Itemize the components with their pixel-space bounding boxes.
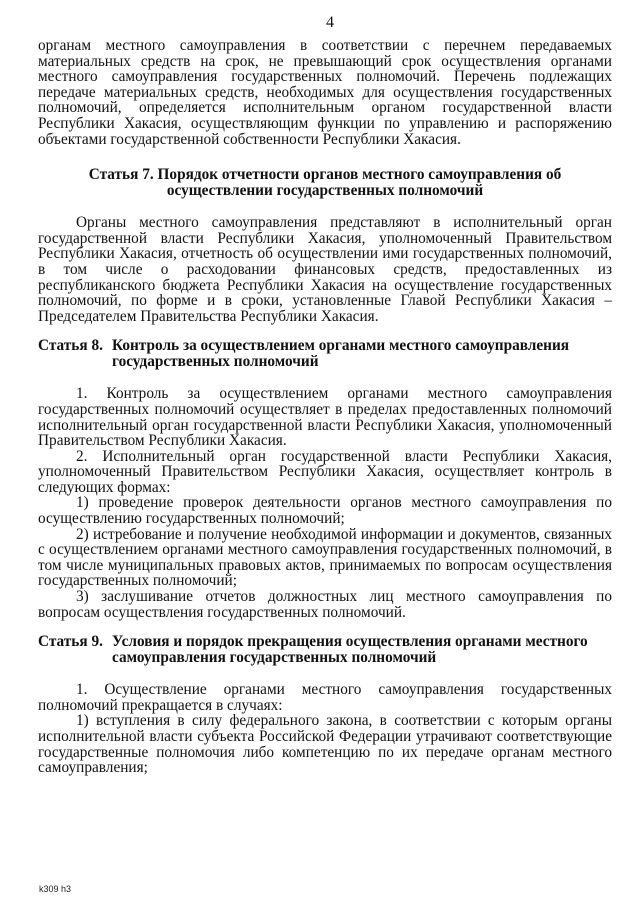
- page-number: 4: [326, 14, 334, 31]
- article-7-title: Порядок отчетности органов местного самоуправления об осуществлении государственных полномочий: [157, 166, 562, 200]
- article-9-title: Условия и порядок прекращения осуществления органами местного самоуправления государственных полномочий: [112, 633, 588, 667]
- article-7-heading: [38, 167, 612, 199]
- article-7-number: Статья 7.: [88, 166, 154, 184]
- article-7-paragraph: Органы местного самоуправления представляют в исполнительный орган государственной власти Республики Хакасия, уполномоченный Правительством Республики Хакасия, отчетность об осуществлении ими государственных полномочий, в том числе о расходовании финансовых средств, предоставленных из республиканского бюджета Республики Хакасия на осуществление государственных полномочий, по форме и в сроки, установленные Главой Республики Хакасия – Председателем Правительства Республики Хакасия.: [38, 214, 612, 325]
- article-9-number: Статья 9.: [38, 633, 103, 651]
- article-8-title: Контроль за осуществлением органами местного самоуправления государственных полномочий: [112, 337, 570, 371]
- document-page: [38, 14, 612, 776]
- article-9-paragraph: 1. Осуществление органами местного самоуправления государственных полномочий прекращается в случаях:: [38, 681, 612, 714]
- article-8-paragraph: 1. Контроль за осуществлением органами местного самоуправления государственных полномочий осуществляет в пределах предоставленных полномочий исполнительный орган государственной власти Республики Хакасия, уполномоченный Правительством Республики Хакасия.: [38, 385, 612, 450]
- article-9-heading: [38, 634, 612, 666]
- article-8-paragraph: 3) заслушивание отчетов должностных лиц местного самоуправления по вопросам осуществления государственных полномочий.: [38, 588, 612, 621]
- footer-document-code: k309 h3: [39, 884, 72, 894]
- article-8-paragraph: 2) истребование и получение необходимой информации и документов, связанных с осуществлением органами местного самоуправления государственных полномочий, в том числе муниципальных правовых актов, принимаемых по вопросам осуществления государственных полномочий;: [38, 525, 612, 590]
- article-8-paragraph: 2. Исполнительный орган государственной власти Республики Хакасия, уполномоченный Правительством Республики Хакасия, осуществляет контроль в следующих формах:: [38, 447, 612, 496]
- intro-paragraph: органам местного самоуправления в соответствии с перечнем передаваемых материальных средств на срок, не превышающий срок осуществления органами местного самоуправления государственных полномочий. Перечень подлежащих передаче материальных средств, необходимых для осуществления государственных полномочий, определяется исполнительным органом государственной власти Республики Хакасия, осуществляющим функции по управлению и распоряжению объектами государственной собственности Республики Хакасия.: [38, 37, 612, 148]
- article-8-paragraph: 1) проведение проверок деятельности органов местного самоуправления по осуществлению государственных полномочий;: [38, 494, 612, 528]
- article-9-paragraph: 1) вступления в силу федерального закона, в соответствии с которым органы исполнительной власти субъекта Российской Федерации утрачивают соответствующие государственные полномочия либо компетенцию по их передаче органам местного самоуправления;: [38, 712, 612, 777]
- article-8-heading: [38, 338, 612, 370]
- article-8-number: Статья 8.: [38, 337, 103, 355]
